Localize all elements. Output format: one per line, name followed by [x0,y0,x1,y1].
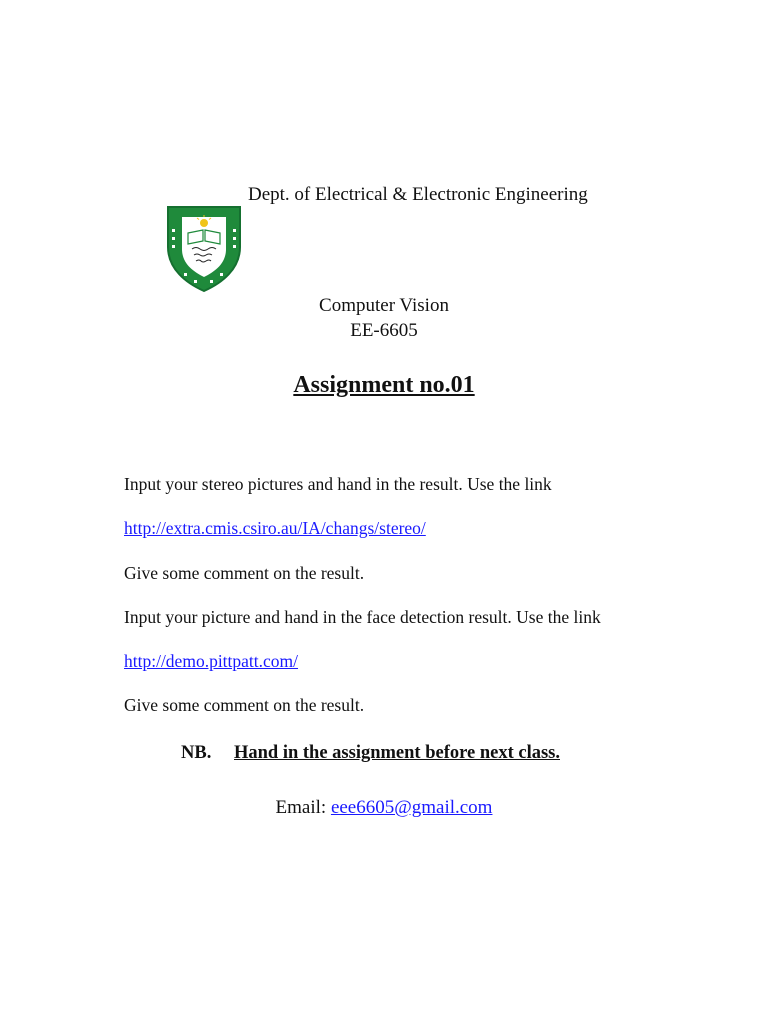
instruction-face-detection: Input your picture and hand in the face detection result. Use the link [124,607,601,627]
face-detection-link[interactable]: http://demo.pittpatt.com/ [124,651,299,671]
course-code: EE-6605 [350,320,418,341]
contact-line [0,797,768,819]
comment-request-1: Give some comment on the result. [124,563,365,583]
university-seal-icon [164,203,244,293]
note-text: Hand in the assignment before next class. [234,743,560,763]
assignment-title: Assignment no.01 [293,372,475,398]
comment-request-2: Give some comment on the result. [124,695,365,715]
course-name: Computer Vision [319,295,449,316]
department-name: Dept. of Electrical & Electronic Engineering [248,184,588,205]
email-label: Email: [275,797,331,818]
stereo-link[interactable]: http://extra.cmis.csiro.au/IA/changs/stereo/ [124,518,426,538]
instruction-stereo: Input your stereo pictures and hand in the result. Use the link [124,474,552,494]
note-label: NB. [181,743,212,763]
email-link[interactable]: eee6605@gmail.com [330,797,493,818]
